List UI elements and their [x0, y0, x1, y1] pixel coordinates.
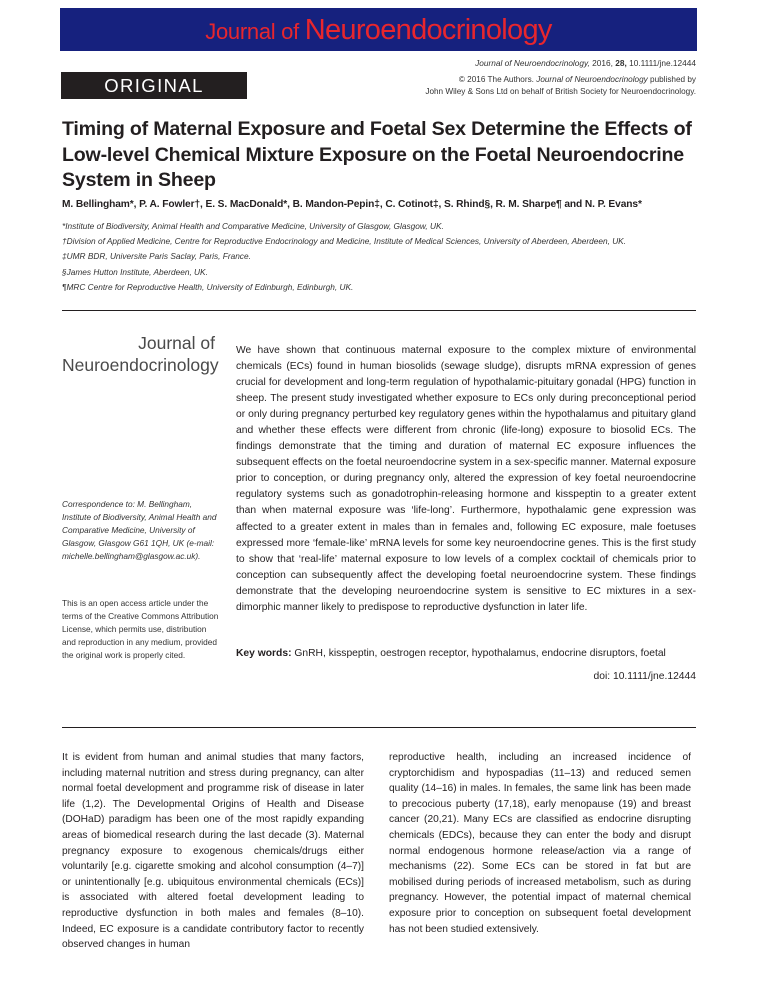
copyright-line1: © 2016 The Authors.	[458, 75, 534, 84]
affiliation: §James Hutton Institute, Aberdeen, UK.	[62, 266, 208, 277]
body-column-left: It is evident from human and animal studies that many factors, including maternal nutrition and stress during pregnancy, can alter normal foetal development and programme risk of disease in later life (1,2). The Developmental Origins of Health and Disease (DOHaD) paradigm has been one of the most rapidly expanding areas of biomedical research during the last decade (3). Maternal pregnancy exposure to exogenous chemicals/drugs either voluntarily [e.g. cigarette smoking and alcohol consumption (4–7)] or unintentionally [e.g. ubiquitous environmental chemicals (ECs)] is associated with altered foetal development leading to reproductive dysfunction in both males and females (8–10). Indeed, EC exposure is a candidate contributory factor to recently observed changes in human	[62, 752, 364, 951]
keywords	[236, 648, 706, 659]
affiliations	[62, 219, 712, 295]
sidebar-journal-line1: Journal of	[138, 333, 215, 353]
sidebar-journal-name	[62, 333, 219, 376]
affiliation: ‡UMR BDR, Universite Paris Saclay, Paris, France.	[62, 251, 251, 262]
doi: doi: 10.1111/jne.12444	[593, 671, 696, 682]
affiliation: *Institute of Biodiversity, Animal Health and Comparative Medicine, University of Glasgow, Glasgow, UK.	[62, 221, 444, 231]
abstract-text: We have shown that continuous maternal exposure to the complex mixture of environmental chemicals (ECs) found in human biosolids (sewage sludge), disrupts mRNA expression of genes crucial for development and long-term regulation of hypothalamic-pituitary gonadal (HPG) function in sheep. The present study investigated whether exposure to ECs only during preconceptional period or only during pregnancy perturbed key regulatory genes within the hypothalamus and pituitary gland and whether these effects were different from chronic (life-long) exposure to biosolid ECs. The findings demonstrate that the timing and duration of maternal EC exposure influences the subsequent effects on the foetal neuroendocrine system in a sex-specific manner. Maternal exposure prior to conception, or during pregnancy only, altered the expression of key foetal neuroendocrine regulatory systems such as gonadotrophin-releasing hormone and kisspeptin to a greater extent than when maternal exposure was ‘life-long’. Furthermore, hypothalamic gene expression was affected to a greater extent in males than in females and, following EC exposure, male foetuses expressed more ‘female-like’ mRNA levels for some key neuroendocrine genes. This is the first study to show that ‘real-life’ maternal exposure to low levels of a complex cocktail of chemicals prior to conception can subsequently affect the developing foetal neuroendocrine system. These findings demonstrate that the developing neuroendocrine system is sensitive to EC mixtures in a sex-dimorphic manner likely to predispose to reproductive dysfunction in later life.	[236, 345, 697, 613]
copyright-notice	[396, 74, 696, 97]
copyright-line2: John Wiley & Sons Ltd on behalf of British Society for Neuroendocrinology.	[425, 86, 696, 96]
author-list: M. Bellingham*, P. A. Fowler†, E. S. MacDonald*, B. Mandon-Pepin‡, C. Cotinot‡, S. Rhind§, R. M. Sharpe¶ and N. P. Evans*	[62, 199, 642, 210]
citation-line	[475, 58, 696, 68]
article-title: Timing of Maternal Exposure and Foetal Sex Determine the Effects of Low-level Chemical Mixture Exposure on the Foetal Neuroendocrine System in Sheep	[62, 118, 692, 191]
license-note: This is an open access article under the terms of the Creative Commons Attribution License, which permits use, distribution and reproduction in any medium, provided the original work is properly cited.	[62, 598, 219, 661]
divider	[62, 727, 696, 728]
citation-year: 2016,	[589, 58, 613, 68]
copyright-journal: Journal of Neuroendocrinology	[536, 75, 648, 84]
affiliation: †Division of Applied Medicine, Centre for Reproductive Endocrinology and Medicine, Institute of Medical Sciences, University of Aberdeen, Aberdeen, UK.	[62, 236, 627, 247]
affiliation: ¶MRC Centre for Reproductive Health, University of Edinburgh, Edinburgh, UK.	[62, 281, 354, 292]
citation-doi: 10.1111/jne.12444	[626, 58, 696, 68]
citation-journal: Journal of Neuroendocrinology,	[475, 58, 590, 68]
journal-banner-prefix: Journal of	[205, 19, 305, 44]
correspondence-note: Correspondence to: M. Bellingham, Institute of Biodiversity, Animal Health and Comparative Medicine, University of Glasgow, Glasgow G61 1QH, UK (e-mail: michelle.bellingham@glasgow.ac.uk).	[62, 499, 217, 562]
article-type-badge: ORIGINAL ARTICLE	[61, 72, 247, 99]
keywords-list: GnRH, kisspeptin, oestrogen receptor, hypothalamus, endocrine disruptors, foetal	[291, 648, 666, 659]
citation-volume: 28,	[615, 58, 627, 68]
keywords-label: Key words:	[236, 648, 292, 659]
body-column-right: reproductive health, including an increased incidence of cryptorchidism and hypospadias (11–13) and reduced semen quality (14–16) in males. In females, the same link has been made to precocious puberty (17,18), early menopause (19) and breast cancer (20,21). Many ECs are classified as endocrine disrupting chemicals (EDCs), because they can enter the body and disrupt normal endogenous hormone release/action via a range of mechanisms (22). Some ECs can be stored in fat but are mobilised during periods of increased metabolism, such as during pregnancy. However, the potential impact of maternal chemical exposure prior to conception on subsequent foetal development has not been studied extensively.	[389, 752, 691, 935]
journal-banner	[60, 8, 697, 51]
copyright-line1-end: published by	[647, 75, 696, 84]
journal-banner-name: Neuroendocrinology	[304, 14, 552, 46]
sidebar-journal-line2: Neuroendocrinology	[62, 354, 219, 375]
divider	[62, 310, 696, 311]
